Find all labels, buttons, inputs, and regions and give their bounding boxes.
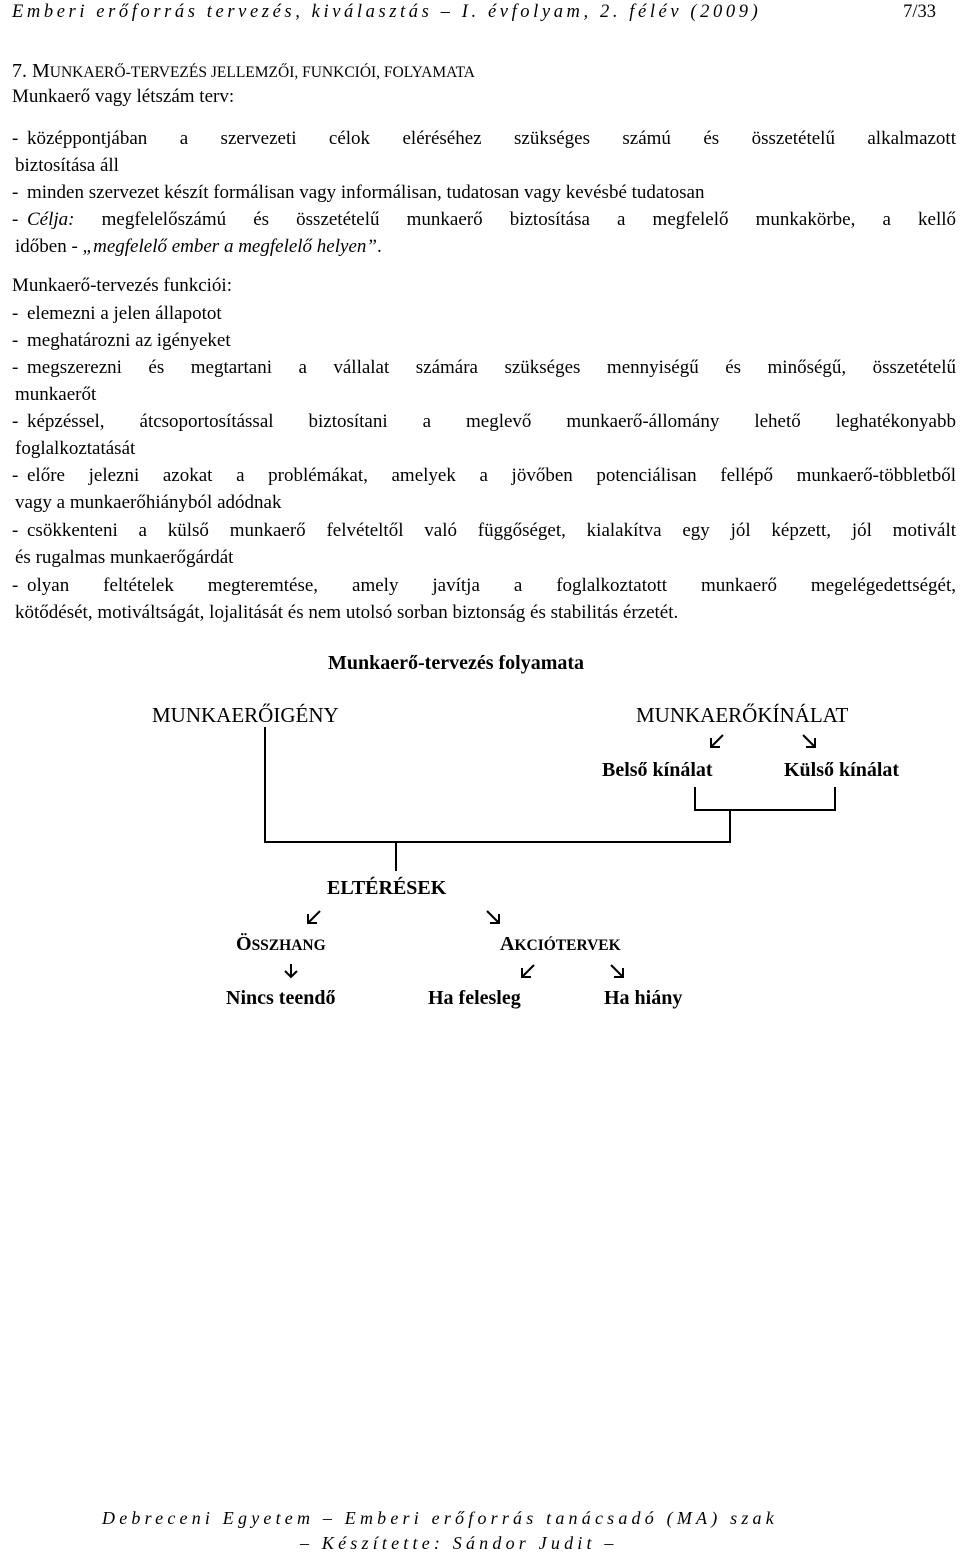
plan-item-goal: - Célja: megfelelőszámú és összetételű munkaerő biztosítása a megfelelő munkakörbe, a kellő időben - „megfelelő ember a megfelelő helyen”. <box>12 206 956 260</box>
arrow-down-icon <box>282 962 300 980</box>
function-item: - megszerezni és megtartani a vállalat számára szükséges mennyiségű és minőségű, összetételű munkaerőt <box>12 357 956 405</box>
plan-item: - középpontjában a szervezeti célok eléréséhez szükséges számú és összetételű alkalmazott biztosítása áll <box>12 125 956 179</box>
goal-line2: időben - „megfelelő ember a megfelelő helyen”. <box>15 236 382 257</box>
connector-line <box>834 787 836 810</box>
footer-line1: Debreceni Egyetem – Emberi erőforrás tanácsadó (MA) szak <box>102 1508 778 1528</box>
supply-node: MUNKAERŐKÍNÁLAT <box>636 703 849 727</box>
arrow-down-left-icon <box>708 732 726 750</box>
external-supply-node: Külső kínálat <box>784 759 900 781</box>
connector-line <box>694 787 696 810</box>
plan-heading: Munkaerő vagy létszám terv: <box>12 86 235 107</box>
connector-line <box>395 841 397 871</box>
harmony-node: ÖSSZHANG <box>236 933 326 955</box>
plan-item-line1: minden szervezet készít formálisan vagy informálisan, tudatosan vagy kevésbé tudatosan <box>27 182 705 203</box>
nothing-to-do-node: Nincs teendő <box>226 987 336 1009</box>
action-plans-node: AKCIÓTERVEK <box>500 933 621 955</box>
function-item: - képzéssel, átcsoportosítással biztosítani a meglevő munkaerő-állomány lehető leghatékonyabb foglalkoztatását <box>12 411 956 459</box>
function-item: - meghatározni az igényeket <box>12 330 231 351</box>
goal-line1: Célja: megfelelőszámú és összetételű munkaerő biztosítása a megfelelő munkakörbe, a kellő <box>27 209 956 230</box>
internal-supply-node: Belső kínálat <box>602 759 713 781</box>
plan-item-line1: középpontjában a szervezeti célok eléréséhez szükséges számú és összetételű alkalmazott <box>27 128 956 149</box>
connector-line <box>264 841 730 843</box>
arrow-down-left-icon <box>305 908 323 926</box>
arrow-down-right-icon <box>800 732 818 750</box>
arrow-down-left-icon <box>519 962 537 980</box>
function-item: - csökkenteni a külső munkaerő felvételtől való függőséget, kialakítva egy jól képzett, jól motivált és rugalmas munkaerőgárdát <box>12 520 956 568</box>
section-title <box>12 60 475 83</box>
connector-line <box>694 809 836 811</box>
arrow-down-right-icon <box>608 962 626 980</box>
footer-line2: – Készítette: Sándor Judit – <box>300 1533 618 1553</box>
demand-node: MUNKAERŐIGÉNY <box>152 703 339 727</box>
shortage-node: Ha hiány <box>604 987 683 1009</box>
goal-quote: „megfelelő ember a megfelelő helyen” <box>82 236 377 257</box>
connector-line <box>729 809 731 843</box>
surplus-node: Ha felesleg <box>428 987 521 1009</box>
plan-item-line2: biztosítása áll <box>15 155 119 176</box>
arrow-down-right-icon <box>484 908 502 926</box>
function-item: - olyan feltételek megteremtése, amely javítja a foglalkoztatott munkaerő megelégedettségét, kötődését, motiváltságát, lojalitását és nem utolsó sorban biztonság és stabilitás érzetét. <box>12 575 956 623</box>
section-title-initial: M <box>32 60 50 82</box>
page-number: 7/33 <box>903 2 936 22</box>
function-item: - elemezni a jelen állapotot <box>12 303 222 324</box>
connector-line <box>264 727 266 842</box>
section-title-rest: UNKAERŐ-TERVEZÉS JELLEMZŐI, FUNKCIÓI, FOLYAMATA <box>49 64 476 81</box>
diagram-title: Munkaerő-tervezés folyamata <box>328 652 585 674</box>
goal-label: Célja: <box>27 209 75 230</box>
running-header: Emberi erőforrás tervezés, kiválasztás – I. évfolyam, 2. félév (2009) <box>12 2 762 22</box>
differences-node: ELTÉRÉSEK <box>327 877 447 899</box>
function-item: - előre jelezni azokat a problémákat, amelyek a jövőben potenciálisan fellépő munkaerő-többletből vagy a munkaerőhiányból adódnak <box>12 465 956 513</box>
plan-item: - minden szervezet készít formálisan vagy informálisan, tudatosan vagy kevésbé tudatosan <box>12 179 956 206</box>
functions-heading: Munkaerő-tervezés funkciói: <box>12 275 232 296</box>
section-number: 7. <box>12 60 32 82</box>
